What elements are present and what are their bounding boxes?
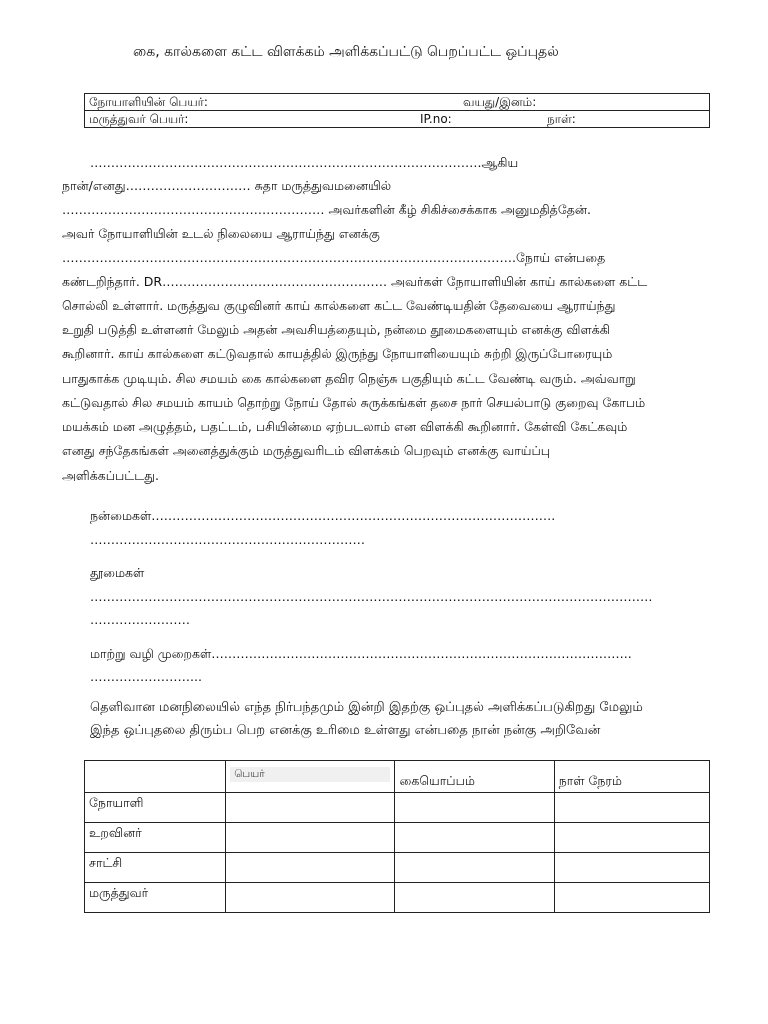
header-cell-empty bbox=[85, 761, 226, 793]
patient-datetime-cell[interactable] bbox=[554, 793, 709, 823]
body-line: கட்டுவதால் சில சமயம் காயம் தொற்று நோய் தோல் சுருக்கங்கள் தசை நார் செயல்பாடு குறைவு கோபம் bbox=[62, 395, 646, 410]
benefits-blank: ………………………………………………………… bbox=[90, 532, 365, 547]
patient-name-cell[interactable] bbox=[226, 793, 395, 823]
signature-table bbox=[84, 760, 710, 913]
alternatives-line: மாற்று வழி முறைகள்……………………………………………………………………………………….. bbox=[90, 646, 632, 661]
harms-label: தூமைகள் bbox=[90, 565, 145, 580]
harms-blank: …………………… bbox=[90, 612, 190, 627]
row-label-patient: நோயாளி bbox=[85, 793, 226, 823]
harms-blank: ……………………………………………………………………………………………………………………… bbox=[90, 589, 653, 604]
body-line: ……………………………………………………… அவர்களின் கீழ் சிகிச்சைக்காக அனுமதித்தேன். bbox=[62, 202, 591, 217]
witness-signature-cell[interactable] bbox=[395, 853, 554, 883]
age-gender-label: வயது/இனம்: bbox=[463, 95, 537, 109]
relative-name-cell[interactable] bbox=[226, 823, 395, 853]
date-label: நாள்: bbox=[547, 112, 576, 126]
row-label-witness: சாட்சி bbox=[85, 853, 226, 883]
row-label-doctor: மருத்துவர் bbox=[85, 883, 226, 913]
body-line: சொல்லி உள்ளார். மருத்துவ குழுவினர் காய் கால்களை கட்ட வேண்டியதின் தேவையை ஆராய்ந்து bbox=[62, 298, 616, 313]
body-line: அவர் நோயாளியின் உடல் நிலையை ஆராய்ந்து எனக்கு bbox=[62, 226, 380, 241]
header-date-time: நாள் நேரம் bbox=[554, 761, 709, 793]
doctor-name-cell[interactable] bbox=[226, 883, 395, 913]
header-signature: கையொப்பம் bbox=[395, 761, 554, 793]
consent-statement: தெளிவான மனநிலையில் எந்த நிர்பந்தமும் இன்றி இதற்கு ஒப்புதல் அளிக்கப்படுகிறது மேலும் bbox=[90, 700, 643, 715]
body-line: ………………………………………………………………………………….ஆகிய bbox=[90, 155, 519, 170]
alternatives-blank: ……………………... bbox=[90, 669, 202, 684]
patient-name-label: நோயாளியின் பெயர்: bbox=[89, 95, 208, 109]
body-line: நான்/எனது………………………… சுதா மருத்துவமனையில் bbox=[62, 178, 392, 193]
doctor-datetime-cell[interactable] bbox=[554, 883, 709, 913]
benefits-line: நன்மைகள்……………………………………………………………………………………. bbox=[90, 508, 556, 523]
witness-datetime-cell[interactable] bbox=[554, 853, 709, 883]
body-line: எனது சந்தேகங்கள் அனைத்துக்கும் மருத்துவரிடம் விளக்கம் பெறவும் எனக்கு வாய்ப்பு bbox=[62, 443, 551, 458]
witness-name-cell[interactable] bbox=[226, 853, 395, 883]
patient-info-table bbox=[84, 93, 710, 128]
ip-no-label: IP.no: bbox=[420, 112, 452, 126]
body-line: மயக்கம் மன அழுத்தம், பதட்டம், பசியின்மை ஏற்படலாம் என விளக்கி கூறினார். கேள்வி கேட்கவும் bbox=[62, 419, 628, 434]
row-label-relative: உறவினர் bbox=[85, 823, 226, 853]
doctor-signature-cell[interactable] bbox=[395, 883, 554, 913]
doctor-name-label: மருத்துவர் பெயர்: bbox=[89, 112, 189, 126]
body-line: பாதுகாக்க முடியும். சில சமயம் கை கால்களை தவிர நெஞ்சு பகுதியும் கட்ட வேண்டி வரும். அவ்வாறு bbox=[62, 371, 636, 386]
patient-signature-cell[interactable] bbox=[395, 793, 554, 823]
consent-statement: இந்த ஒப்புதலை திரும்ப பெற எனக்கு உரிமை உள்ளது என்பதை நான் நன்கு அறிவேன் bbox=[90, 723, 601, 738]
body-line: ……………………………………………………………………………………………….நோய் என்பதை bbox=[62, 250, 606, 265]
form-title: கை, கால்களை கட்ட விளக்கம் அளிக்கப்பட்டு பெறப்பட்ட ஒப்புதல் bbox=[133, 44, 559, 60]
body-line: அளிக்கப்பட்டது. bbox=[62, 468, 160, 483]
header-name: பெயர் bbox=[230, 767, 390, 782]
relative-datetime-cell[interactable] bbox=[554, 823, 709, 853]
body-line: கூறினார். காய் கால்களை கட்டுவதால் காயத்தில் இருந்து நோயாளியையும் சுற்றி இருப்போரையும் bbox=[62, 346, 613, 361]
body-line: உறுதி படுத்தி உள்ளனர் மேலும் அதன் அவசியத்தையும், நன்மை தூமைகளையும் எனக்கு விளக்கி bbox=[62, 322, 611, 337]
body-line: கண்டறிந்தார். DR……………………………………………… அவர்கள் நோயாளியின் காய் கால்களை கட்ட bbox=[62, 274, 648, 289]
relative-signature-cell[interactable] bbox=[395, 823, 554, 853]
